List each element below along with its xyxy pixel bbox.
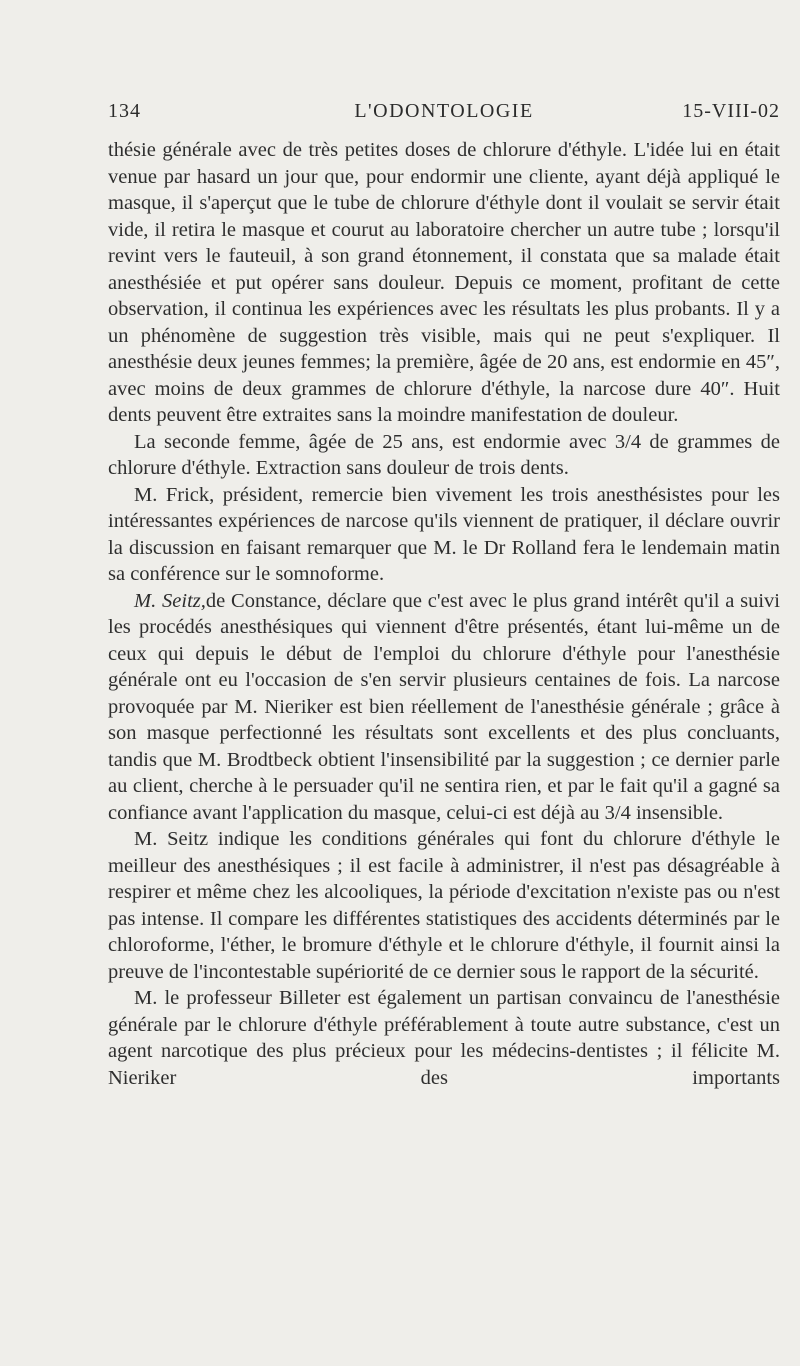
paragraph: thésie générale avec de très petites doses de chlorure d'éthyle. L'idée lui en était venue par hasard un jour que, pour endormir une cliente, ayant déjà appliqué le masque, il s'aperçut que le tube de chlorure d'éthyle dont il voulait se servir était vide, il retira le masque et courut au laboratoire chercher un autre tube ; lorsqu'il revint vers le fauteuil, à son grand étonnement, il constata que sa malade était anesthésiée et put opérer sans douleur. Depuis ce moment, profitant de cette observation, il continua les expériences avec les résultats les plus probants. Il y a un phénomène de suggestion très visible, mais qui ne peut s'expliquer. Il anesthésie deux jeunes femmes; la première, âgée de 20 ans, est endormie en 45″, avec moins de deux grammes de chlorure d'éthyle, la narcose dure 40″. Huit dents peuvent être extraites sans la moindre manifestation de douleur. bbox=[108, 139, 780, 426]
page-number: 134 bbox=[108, 100, 141, 122]
issue-date: 15-VIII-02 bbox=[682, 100, 780, 122]
running-header bbox=[108, 100, 780, 130]
paragraph: M. Frick, président, remercie bien vivement les trois anesthésistes pour les intéressantes expériences de narcose qu'ils viennent de pratiquer, il déclare ouvrir la discussion en faisant remarquer que M. le Dr Rolland fera le lendemain matin sa conférence sur le somnoforme. bbox=[108, 483, 780, 585]
paragraph: M. Seitz indique les conditions générales qui font du chlorure d'éthyle le meilleur des anesthésiques ; il est facile à administrer, il n'est pas désagréable à respirer et même chez les alcooliques, la période d'excitation n'existe pas ou n'est pas intense. Il compare les différentes statistiques des accidents déterminés par le chloroforme, l'éther, le bromure d'éthyle et le chlorure d'éthyle, il fournit ainsi la preuve de l'incontestable supériorité de ce dernier sous le rapport de la sécurité. bbox=[108, 828, 780, 983]
paragraph-text: de Constance, déclare que c'est avec le plus grand intérêt qu'il a suivi les procédés anesthésiques qui viennent d'être présentés, étant lui-même un de ceux qui depuis le début de l'emploi du chlorure d'éthyle pour l'anesthésie générale ont eu l'occasion de s'en servir plusieurs centaines de fois. La narcose provoquée par M. Nieriker est bien réellement de l'anesthésie générale ; grâce à son masque perfectionné les résultats sont excellents et des plus concluants, tandis que M. Brodtbeck obtient l'insensibilité par la suggestion ; ce dernier parle au client, cherche à le persuader qu'il ne sentira rien, et par le fait qu'il a gagné sa confiance avant l'application du masque, celui-ci est déjà au 3/4 insensible. bbox=[108, 589, 780, 824]
journal-title: L'ODONTOLOGIE bbox=[354, 100, 534, 122]
paragraph bbox=[108, 588, 780, 827]
paragraph: La seconde femme, âgée de 25 ans, est endormie avec 3/4 de grammes de chlorure d'éthyle. Extraction sans douleur de trois dents. bbox=[108, 430, 780, 479]
body-text bbox=[108, 137, 780, 1091]
speaker-name: M. Seitz, bbox=[134, 589, 206, 612]
paragraph: M. le professeur Billeter est également un partisan convaincu de l'anesthésie générale par le chlorure d'éthyle préférablement à toute autre substance, c'est un agent narcotique des plus précieux pour les médecins-dentistes ; il félicite M. Nieriker des importants bbox=[108, 987, 780, 1089]
